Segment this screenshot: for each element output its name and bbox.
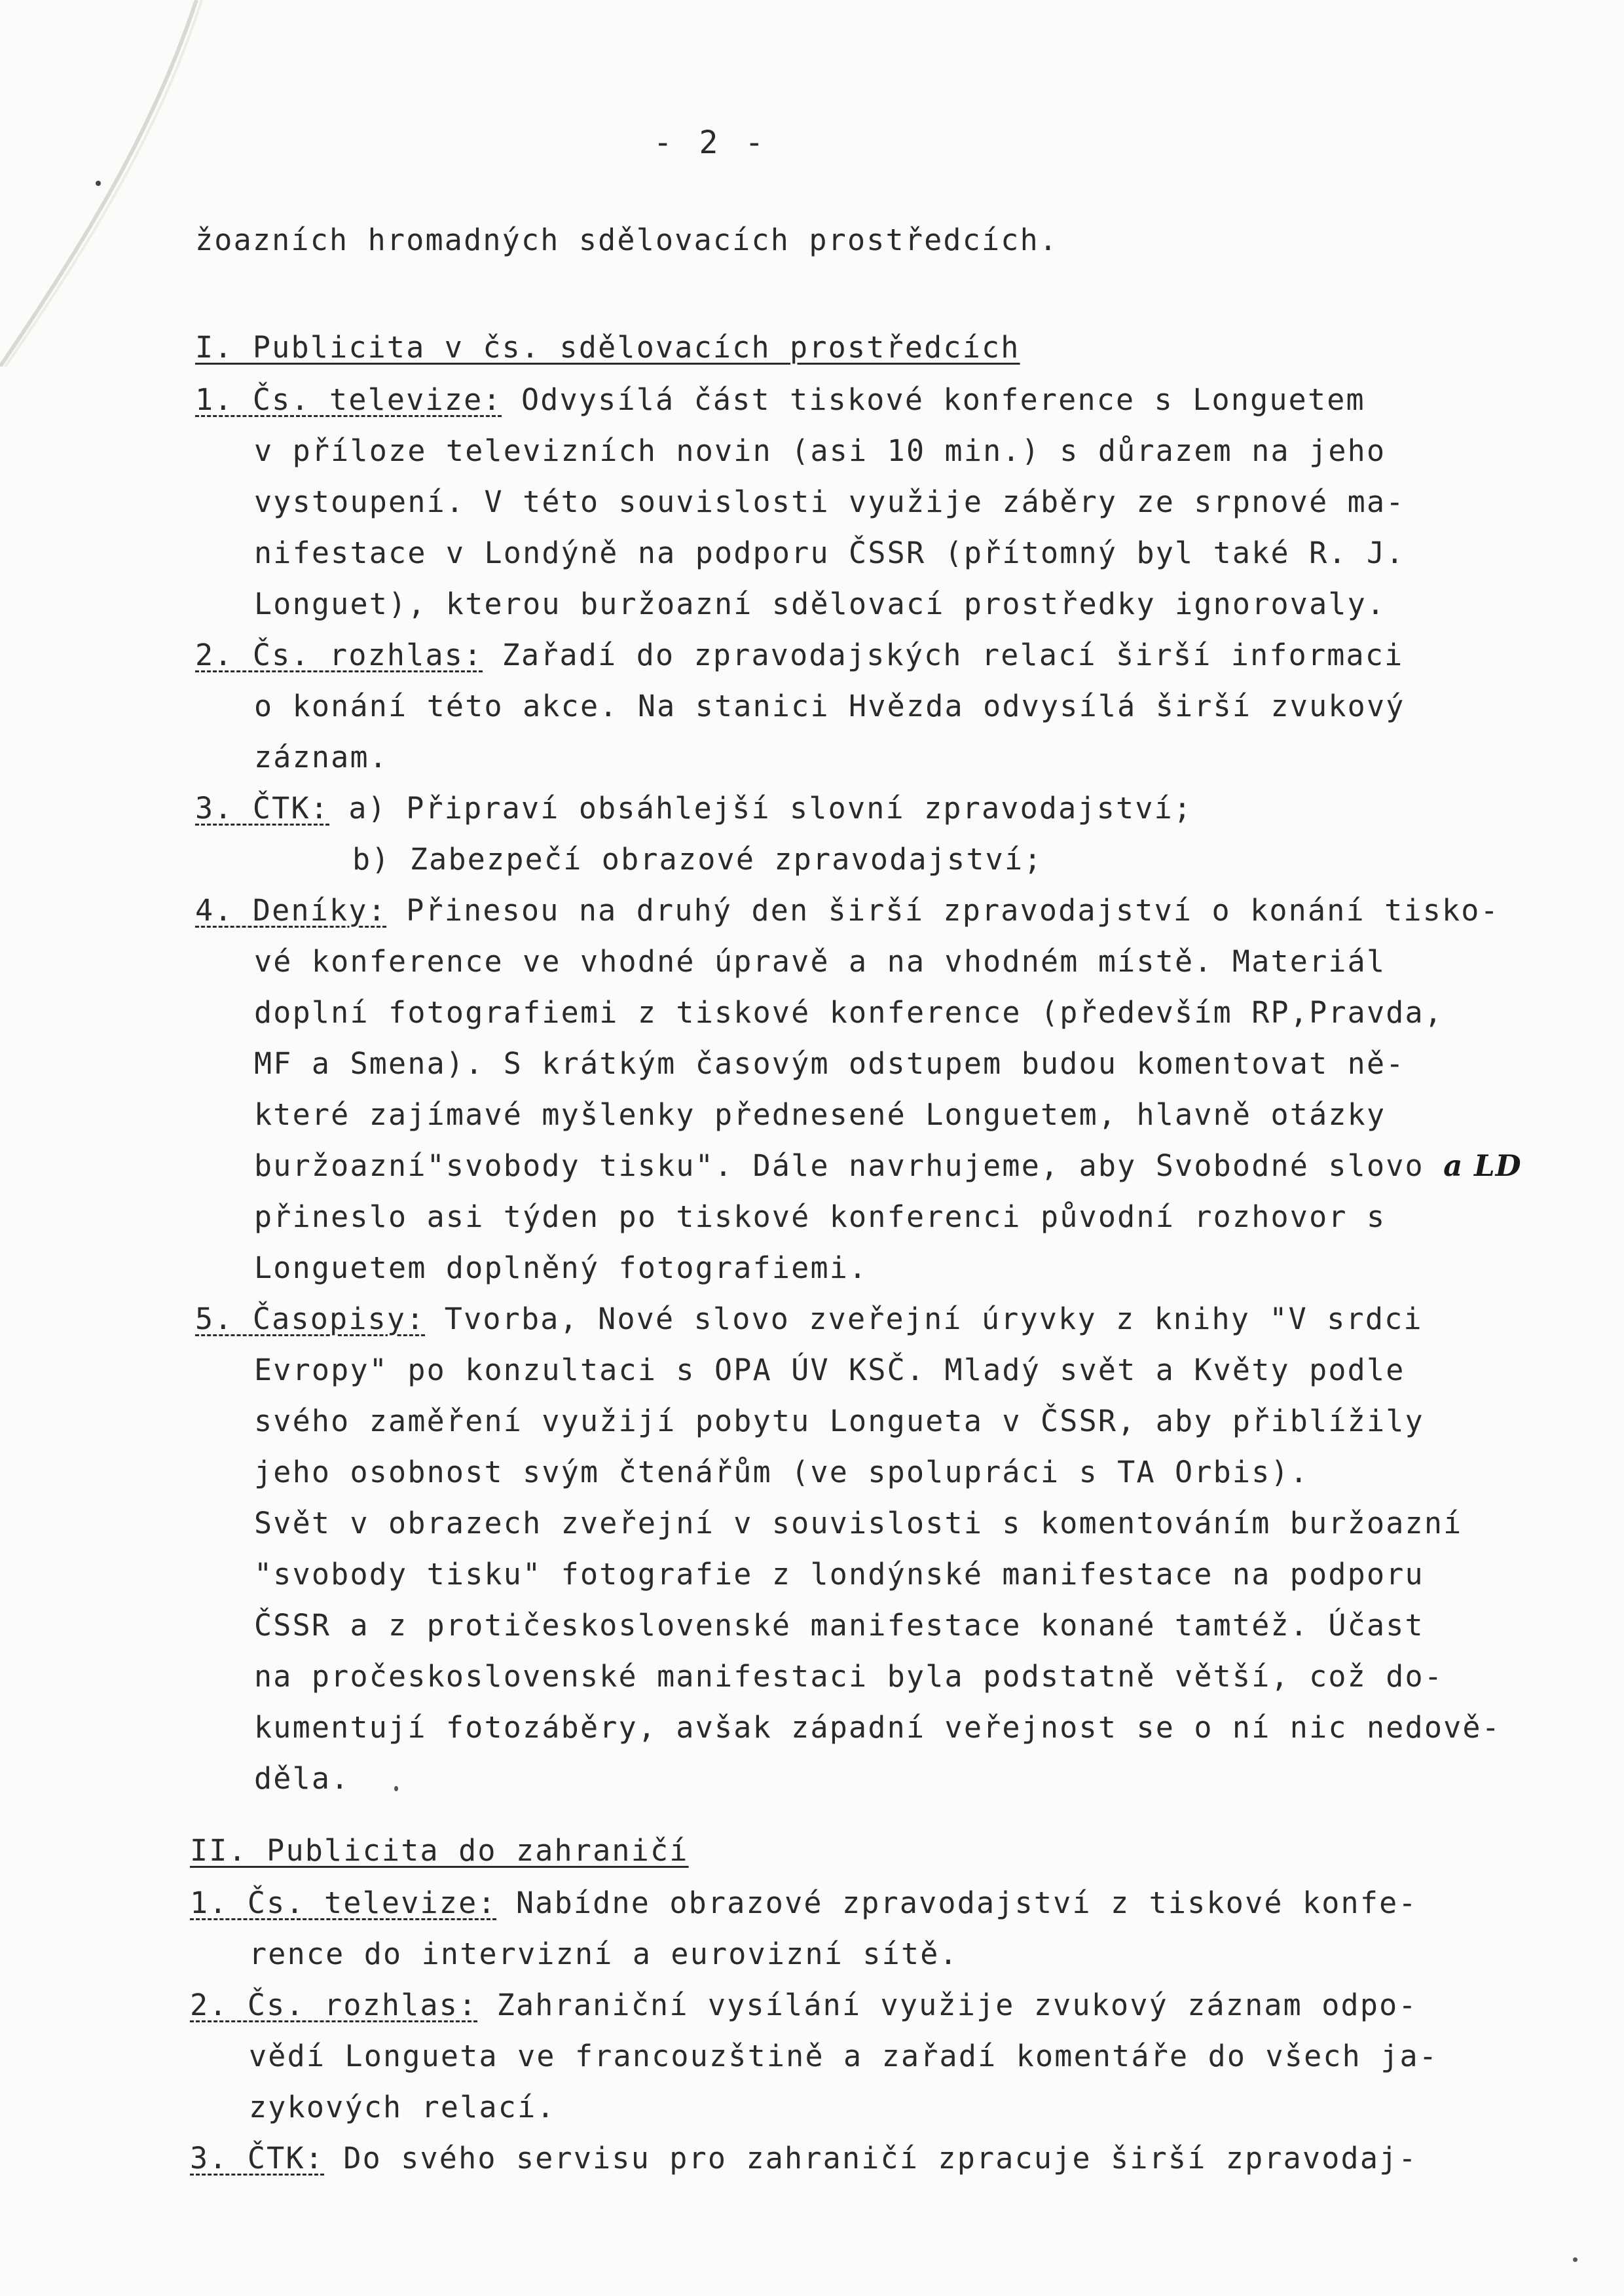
section-1-item-1-line-5: Longuet), kterou buržoazní sdělovací prostředky ignorovaly. xyxy=(254,587,1386,621)
section-1-item-1-line-2: v příloze televizních novin (asi 10 min.) s důrazem na jeho xyxy=(254,433,1386,468)
section-1-item-5-line-10: děla. xyxy=(254,1761,350,1796)
section-1-item-2-label: 2. Čs. rozhlas: xyxy=(195,638,483,672)
page-number: - 2 - xyxy=(653,124,768,161)
section-2-heading: II. Publicita do zahraničí xyxy=(190,1833,689,1868)
section-1-item-3-line-1: 3. ČTK: a) Připraví obsáhlejší slovní zpravodajství; xyxy=(195,791,1193,826)
section-1-item-2-line-2: o konání této akce. Na stanici Hvězda odvysílá širší zvukový xyxy=(254,689,1405,723)
section-1-item-2-line-1: 2. Čs. rozhlas: Zařadí do zpravodajských relací širší informaci xyxy=(195,638,1404,672)
section-1-item-5-line-3: svého zaměření využijí pobytu Longueta v ČSSR, aby přiblížily xyxy=(254,1404,1424,1438)
handwritten-note: a LD xyxy=(1443,1148,1522,1183)
intro-line: žoazních hromadných sdělovacích prostředcích. xyxy=(195,223,1059,257)
section-1-item-4-label: 4. Deníky: xyxy=(195,893,387,928)
section-1-item-4-line-7: přineslo asi týden po tiskové konferenci původní rozhovor s xyxy=(254,1199,1386,1234)
section-1-item-4-line-6: buržoazní"svobody tisku". Dále navrhujeme, aby Svobodné slovo a LD xyxy=(254,1148,1522,1183)
section-1-item-1-label: 1. Čs. televize: xyxy=(195,382,502,417)
section-1-item-1-line-3: vystoupení. V této souvislosti využije záběry ze srpnové ma- xyxy=(254,484,1405,519)
section-1-item-5-line-4: jeho osobnost svým čtenářům (ve spolupráci s TA Orbis). xyxy=(254,1455,1310,1489)
section-1-item-5-label: 5. Časopisy: xyxy=(195,1302,426,1336)
section-1-item-4-line-8: Longuetem doplněný fotografiemi. xyxy=(254,1250,868,1285)
section-1-item-2-line-3: záznam. xyxy=(254,740,389,774)
ink-speck xyxy=(394,1786,398,1791)
section-1-heading: I. Publicita v čs. sdělovacích prostředcích xyxy=(195,330,1020,365)
section-2-item-2-line-1: 2. Čs. rozhlas: Zahraniční vysílání využije zvukový záznam odpo- xyxy=(190,1988,1418,2022)
section-2-item-3-label: 3. ČTK: xyxy=(190,2141,325,2176)
section-1-item-5-line-8: na pročeskoslovenské manifestaci byla podstatně větší, což do- xyxy=(254,1659,1444,1694)
section-1-item-5-line-7: ČSSR a z protičeskoslovenské manifestace konané tamtéž. Účast xyxy=(254,1608,1424,1643)
ink-speck xyxy=(1573,2257,1578,2262)
section-2-item-2-line-2: vědí Longueta ve francouzštině a zařadí komentáře do všech ja- xyxy=(249,2039,1439,2073)
section-1-item-3-label: 3. ČTK: xyxy=(195,791,330,826)
section-1-item-1-line-1: 1. Čs. televize: Odvysílá část tiskové konference s Longuetem xyxy=(195,382,1365,417)
section-1-item-4-line-3: doplní fotografiemi z tiskové konference (především RP,Pravda, xyxy=(254,995,1444,1030)
page-fold-mark xyxy=(0,0,210,367)
section-1-item-5-line-5: Svět v obrazech zveřejní v souvislosti s komentováním buržoazní xyxy=(254,1506,1463,1540)
section-1-item-4-line-5: které zajímavé myšlenky přednesené Longuetem, hlavně otázky xyxy=(254,1097,1386,1132)
section-2-item-2-label: 2. Čs. rozhlas: xyxy=(190,1988,478,2022)
section-2-item-1-line-2: rence do intervizní a eurovizní sítě. xyxy=(249,1937,959,1971)
section-2-item-1-label: 1. Čs. televize: xyxy=(190,1886,497,1920)
section-2-item-2-line-3: zykových relací. xyxy=(249,2090,556,2124)
section-1-item-4-line-4: MF a Smena). S krátkým časovým odstupem budou komentovat ně- xyxy=(254,1046,1405,1081)
section-1-item-5-line-1: 5. Časopisy: Tvorba, Nové slovo zveřejní úryvky z knihy "V srdci xyxy=(195,1302,1423,1336)
section-1-item-5-line-9: kumentují fotozáběry, avšak západní veřejnost se o ní nic nedově- xyxy=(254,1710,1501,1745)
section-1-item-1-line-4: nifestace v Londýně na podporu ČSSR (přítomný byl také R. J. xyxy=(254,536,1405,570)
section-1-item-5-line-2: Evropy" po konzultaci s OPA ÚV KSČ. Mladý svět a Květy podle xyxy=(254,1353,1405,1387)
section-1-item-4-line-1: 4. Deníky: Přinesou na druhý den širší zpravodajství o konání tisko- xyxy=(195,893,1500,928)
section-2-item-3-line-1: 3. ČTK: Do svého servisu pro zahraničí zpracuje širší zpravodaj- xyxy=(190,2141,1418,2176)
section-1-item-3-line-2: b) Zabezpečí obrazové zpravodajství; xyxy=(352,842,1043,877)
section-1-item-4-line-2: vé konference ve vhodné úpravě a na vhodném místě. Materiál xyxy=(254,944,1386,979)
section-2-item-1-line-1: 1. Čs. televize: Nabídne obrazové zpravodajství z tiskové konfe- xyxy=(190,1886,1418,1920)
section-1-item-5-line-6: "svobody tisku" fotografie z londýnské manifestace na podporu xyxy=(254,1557,1424,1592)
